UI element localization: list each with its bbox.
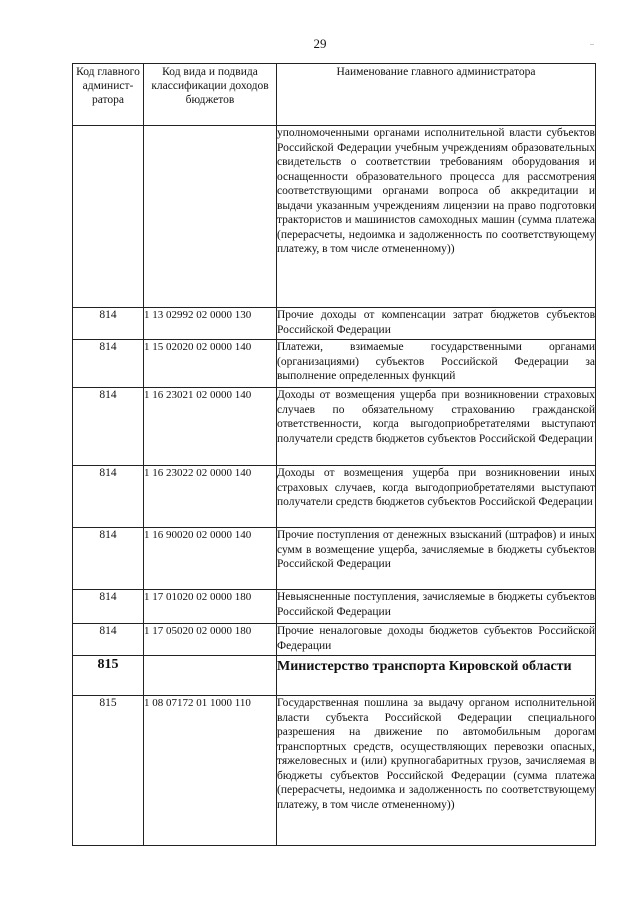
row-classification-code: 1 16 90020 02 0000 140: [144, 528, 277, 590]
row-name-text: Доходы от возмещения ущерба при возникновении страховых случаев по обязательному страхованию гражданской ответственности, когда выгодоприобретателями выступают получатели средств бюджетов субъектов Российской Федерации: [277, 389, 595, 445]
page-number: 29: [313, 36, 327, 51]
row-name-text: Прочие доходы от компенсации затрат бюджетов субъектов Российской Федерации: [277, 309, 595, 336]
row-admin-code: 814: [73, 466, 144, 528]
header-admin-name: Наименование главного администратора: [277, 64, 596, 126]
table-row: [73, 528, 596, 590]
table-row: [73, 696, 596, 846]
row-admin-code: 815: [73, 696, 144, 846]
row-admin-code: 814: [73, 528, 144, 590]
corner-mark: ..: [590, 38, 594, 47]
row-name-text: Доходы от возмещения ущерба при возникновении иных страховых случаев, когда выгодоприобретателями выступают получатели средств бюджетов субъектов Российской Федерации: [277, 467, 595, 508]
row-admin-name: [277, 126, 596, 308]
row-admin-name: [277, 590, 596, 624]
row-admin-code: 814: [73, 308, 144, 340]
table-row: [73, 308, 596, 340]
row-admin-code: 814: [73, 590, 144, 624]
row-admin-name: [277, 388, 596, 466]
row-name-text: Прочие неналоговые доходы бюджетов субъектов Российской Федерации: [277, 625, 595, 652]
row-admin-name: [277, 340, 596, 388]
row-admin-code: 814: [73, 340, 144, 388]
row-admin-code: 815: [73, 656, 144, 696]
row-admin-name: [277, 656, 596, 696]
header-classification-code: Код вида и подвида классификации доходов бюджетов: [144, 64, 277, 126]
row-classification-code: 1 08 07172 01 1000 110: [144, 696, 277, 846]
row-admin-name: [277, 466, 596, 528]
revenue-administrators-table: [72, 63, 596, 846]
table-row: [73, 126, 596, 308]
row-classification-code: [144, 126, 277, 308]
row-classification-code: 1 17 01020 02 0000 180: [144, 590, 277, 624]
row-admin-name: [277, 308, 596, 340]
row-admin-name: [277, 528, 596, 590]
table-header-row: [73, 64, 596, 126]
row-classification-code: 1 17 05020 02 0000 180: [144, 624, 277, 656]
row-name-text: Министерство транспорта Кировской области: [277, 659, 572, 674]
row-name-text: Платежи, взимаемые государственными органами (организациями) субъектов Российской Федерации за выполнение определенных функций: [277, 341, 595, 382]
row-admin-code: 814: [73, 624, 144, 656]
row-admin-code: 814: [73, 388, 144, 466]
row-name-text: Государственная пошлина за выдачу органом исполнительной власти субъекта Российской Федерации специального разрешения на движение по автомобильным дорогам транспортных средств, осуществляющих перевозки опасных, тяжеловесных и (или) крупногабаритных грузов, зачисляемая в бюджеты субъектов Российской Федерации (сумма платежа (перерасчеты, недоимка и задолженность по соответствующему платежу, в том числе отмененному)): [277, 697, 595, 811]
header-admin-code: Код главного админист-ратора: [73, 64, 144, 126]
row-classification-code: 1 16 23022 02 0000 140: [144, 466, 277, 528]
row-name-text: уполномоченными органами исполнительной власти субъектов Российской Федерации учебным учреждениям образовательных свидетельств о соответствии требованиям оборудования и оснащенности образовательного процесса для рассмотрения соответствующими органами вопроса об аккредитации и выдачи указанным учреждениям лицензии на право подготовки трактористов и машинистов самоходных машин (сумма платежа (перерасчеты, недоимка и задолженность по соответствующему платежу, в том числе отмененному)): [277, 127, 595, 255]
row-classification-code: 1 16 23021 02 0000 140: [144, 388, 277, 466]
table-row: [73, 388, 596, 466]
row-admin-name: [277, 624, 596, 656]
row-admin-code: [73, 126, 144, 308]
row-name-text: Невыясненные поступления, зачисляемые в бюджеты субъектов Российской Федерации: [277, 591, 595, 618]
table-row: [73, 466, 596, 528]
row-admin-name: [277, 696, 596, 846]
table-row: [73, 340, 596, 388]
row-classification-code: 1 13 02992 02 0000 130: [144, 308, 277, 340]
row-name-text: Прочие поступления от денежных взысканий (штрафов) и иных сумм в возмещение ущерба, зачисляемые в бюджеты субъектов Российской Федерации: [277, 529, 595, 570]
row-classification-code: [144, 656, 277, 696]
table-row: [73, 624, 596, 656]
table-row-section-header: [73, 656, 596, 696]
row-classification-code: 1 15 02020 02 0000 140: [144, 340, 277, 388]
table-row: [73, 590, 596, 624]
